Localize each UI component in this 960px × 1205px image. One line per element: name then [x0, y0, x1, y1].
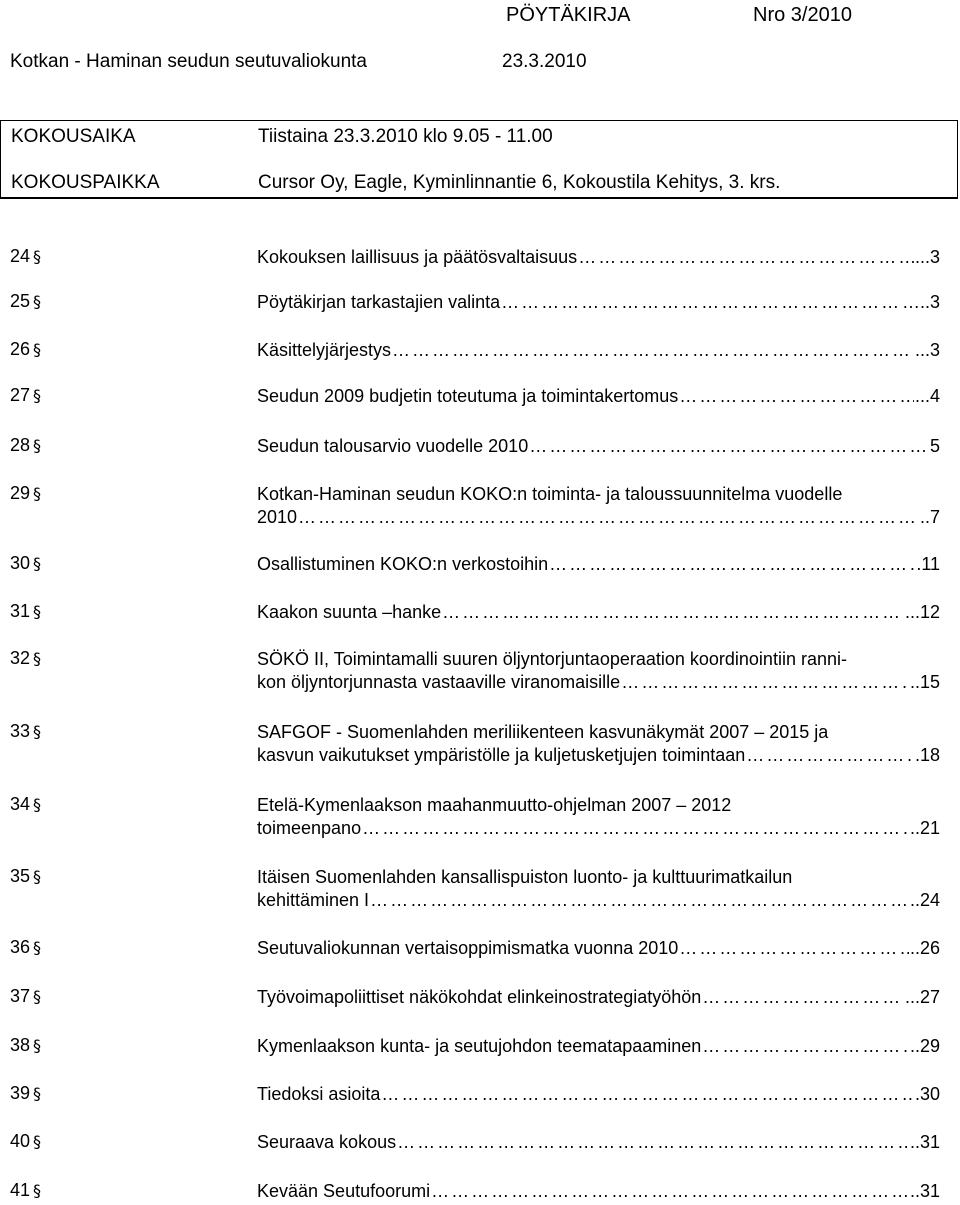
section-number: 33: [10, 721, 31, 741]
toc-title-text: Työvoimapoliittiset näkökohdat elinkeinostrategiatyöhön: [257, 987, 702, 1007]
toc-item-number: [10, 385, 41, 406]
toc-title-line: SAFGOF - Suomenlahden meriliikenteen kasvunäkymät 2007 – 2015 ja: [257, 722, 829, 742]
section-number: 37: [10, 986, 31, 1006]
page-number: ..31: [909, 1132, 940, 1152]
toc-item-title: [257, 339, 940, 362]
toc-leader-line: [257, 986, 940, 1009]
page-number: ..21: [909, 818, 940, 838]
section-number: 31: [10, 601, 31, 621]
toc-item-number: [10, 601, 41, 622]
toc-title-line: SÖKÖ II, Toimintamalli suuren öljyntorjuntaoperaation koordinointiin ranni-: [257, 649, 847, 669]
section-sign: §: [33, 602, 42, 621]
toc-title-text: kehittäminen I: [257, 890, 370, 910]
toc-item-title: [257, 721, 940, 767]
toc-leader-line: [257, 246, 940, 269]
page-number: ..24: [909, 890, 940, 910]
toc-leader-line: [257, 1083, 940, 1106]
page-number: ...3: [914, 247, 940, 267]
toc-item-title: [257, 435, 940, 458]
section-sign: §: [33, 554, 42, 573]
toc-title-text: Kaakon suunta –hanke: [257, 602, 442, 622]
toc-leader-line: [257, 553, 940, 576]
toc-item-title: [257, 1035, 940, 1058]
toc-item-number: [10, 1083, 41, 1104]
toc-title-text: Kokouksen laillisuus ja päätösvaltaisuus: [257, 247, 578, 267]
toc-item-number: [10, 721, 41, 742]
section-sign: §: [33, 436, 42, 455]
document-number: Nro 3/2010: [753, 4, 852, 26]
dot-leader: [392, 339, 914, 362]
toc-item-title: [257, 866, 940, 912]
toc-item-number: [10, 1131, 41, 1152]
section-number: 26: [10, 339, 31, 359]
dot-leader: [529, 435, 929, 458]
page-number: .18: [914, 745, 940, 765]
toc-title-text: toimeenpano: [257, 818, 362, 838]
section-sign: §: [33, 1132, 42, 1151]
section-number: 35: [10, 866, 31, 886]
section-sign: §: [33, 938, 42, 957]
section-number: 24: [10, 246, 31, 266]
toc-item-number: [10, 937, 41, 958]
toc-title-text: Kevään Seutufoorumi: [257, 1181, 431, 1201]
dot-leader: [501, 291, 901, 314]
toc-title-text: Seuraava kokous: [257, 1132, 397, 1152]
toc-leader-line: [257, 817, 940, 840]
toc-item-title: [257, 1131, 940, 1154]
toc-item-title: [257, 937, 940, 960]
toc-item-number: [10, 794, 41, 815]
toc-title-text: kasvun vaikutukset ympäristölle ja kuljetusketjujen toimintaan: [257, 745, 746, 765]
toc-title-text: Seutuvaliokunnan vertaisoppimismatka vuonna 2010: [257, 938, 679, 958]
meeting-place-value: Cursor Oy, Eagle, Kyminlinnantie 6, Kokoustila Kehitys, 3. krs.: [258, 172, 781, 193]
toc-leader-line: [257, 937, 940, 960]
page-number: ..7: [919, 507, 940, 527]
toc-title-text: Tiedoksi asioita: [257, 1084, 381, 1104]
page-number: 5: [929, 436, 940, 456]
section-number: 30: [10, 553, 31, 573]
toc-title-text: kon öljyntorjunnasta vastaaville viranomaisille: [257, 672, 621, 692]
page-number: .30: [914, 1084, 940, 1104]
section-sign: §: [33, 292, 42, 311]
section-number: 39: [10, 1083, 31, 1103]
page-number: .11: [916, 554, 940, 574]
section-number: 36: [10, 937, 31, 957]
toc-item-title: [257, 246, 940, 269]
dot-leader: [431, 1180, 909, 1203]
dot-leader: [679, 937, 909, 960]
toc-leader-line: [257, 1035, 940, 1058]
toc-item-title: [257, 601, 940, 624]
toc-item-title: [257, 1083, 940, 1106]
toc-item-number: [10, 866, 41, 887]
page-number: ..29: [909, 1036, 940, 1056]
section-sign: §: [33, 1036, 42, 1055]
toc-item-title: [257, 553, 940, 576]
section-sign: §: [33, 386, 42, 405]
toc-item-number: [10, 648, 41, 669]
toc-item-title: [257, 1180, 940, 1203]
section-sign: §: [33, 340, 42, 359]
section-sign: §: [33, 1181, 42, 1200]
dot-leader: [298, 506, 919, 529]
toc-item-number: [10, 435, 41, 456]
toc-title-text: Pöytäkirjan tarkastajien valinta: [257, 292, 501, 312]
toc-leader-line: [257, 435, 940, 458]
toc-leader-line: [257, 671, 940, 694]
dot-leader: [362, 817, 909, 840]
dot-leader: [702, 1035, 909, 1058]
toc-item-title: [257, 483, 940, 529]
section-number: 27: [10, 385, 31, 405]
toc-leader-line: [257, 889, 940, 912]
toc-leader-line: [257, 339, 940, 362]
dot-leader: [702, 986, 904, 1009]
document-type: PÖYTÄKIRJA: [506, 4, 631, 26]
page-number: …..3: [901, 292, 940, 312]
toc-item-number: [10, 291, 41, 312]
section-number: 29: [10, 483, 31, 503]
document-date: 23.3.2010: [502, 51, 587, 72]
toc-item-number: [10, 339, 41, 360]
dot-leader: [578, 246, 914, 269]
toc-item-number: [10, 986, 41, 1007]
meeting-time-label: KOKOUSAIKA: [11, 126, 136, 147]
toc-item-number: [10, 553, 41, 574]
toc-item-title: [257, 648, 940, 694]
toc-title-line: Itäisen Suomenlahden kansallispuiston luonto- ja kulttuurimatkailun: [257, 867, 793, 887]
section-sign: §: [33, 649, 42, 668]
section-number: 41: [10, 1180, 31, 1200]
toc-title-text: 2010: [257, 507, 298, 527]
toc-title-text: Osallistuminen KOKO:n verkostoihin: [257, 554, 549, 574]
toc-title-line: Kotkan-Haminan seudun KOKO:n toiminta- ja taloussuunnitelma vuodelle: [257, 484, 843, 504]
toc-title-text: Seudun 2009 budjetin toteutuma ja toimintakertomus: [257, 386, 679, 406]
dot-leader: [549, 553, 915, 576]
toc-title-line: Etelä-Kymenlaakson maahanmuutto-ohjelman 2007 – 2012: [257, 795, 732, 815]
section-sign: §: [33, 987, 42, 1006]
section-number: 32: [10, 648, 31, 668]
section-sign: §: [33, 247, 42, 266]
section-sign: §: [33, 1084, 42, 1103]
section-sign: §: [33, 795, 42, 814]
page-number: ..15: [909, 672, 940, 692]
toc-leader-line: [257, 506, 940, 529]
toc-title-text: Kymenlaakson kunta- ja seutujohdon teematapaaminen: [257, 1036, 702, 1056]
meeting-place-label: KOKOUSPAIKKA: [11, 172, 160, 193]
toc-leader-line: [257, 291, 940, 314]
toc-title-text: Käsittelyjärjestys: [257, 340, 392, 360]
toc-leader-line: [257, 385, 940, 408]
page-number: ...3: [914, 340, 940, 360]
page-number: ..26: [909, 938, 940, 958]
toc-item-title: [257, 291, 940, 314]
section-number: 25: [10, 291, 31, 311]
page-number: ..31: [909, 1181, 940, 1201]
toc-item-title: [257, 385, 940, 408]
dot-leader: [381, 1083, 914, 1106]
toc-leader-line: [257, 744, 940, 767]
section-number: 34: [10, 794, 31, 814]
section-number: 28: [10, 435, 31, 455]
dot-leader: [679, 385, 914, 408]
toc-item-title: [257, 986, 940, 1009]
toc-leader-line: [257, 1131, 940, 1154]
meeting-time-value: Tiistaina 23.3.2010 klo 9.05 - 11.00: [258, 126, 553, 147]
page-number: ...4: [914, 386, 940, 406]
dot-leader: [442, 601, 904, 624]
toc-item-number: [10, 1035, 41, 1056]
section-number: 38: [10, 1035, 31, 1055]
dot-leader: [397, 1131, 909, 1154]
toc-leader-line: [257, 1180, 940, 1203]
toc-leader-line: [257, 601, 940, 624]
toc-item-title: [257, 794, 940, 840]
toc-title-text: Seudun talousarvio vuodelle 2010: [257, 436, 529, 456]
dot-leader: [621, 671, 909, 694]
meeting-info-box: [0, 120, 958, 199]
dot-leader: [746, 744, 914, 767]
toc-item-number: [10, 483, 41, 504]
section-sign: §: [33, 722, 42, 741]
page-number: ...12: [904, 602, 940, 622]
section-number: 40: [10, 1131, 31, 1151]
section-sign: §: [33, 867, 42, 886]
toc-item-number: [10, 1180, 41, 1201]
page-number: ...27: [904, 987, 940, 1007]
section-sign: §: [33, 484, 42, 503]
organization-name: Kotkan - Haminan seudun seutuvaliokunta: [10, 51, 368, 72]
dot-leader: [370, 889, 909, 912]
toc-item-number: [10, 246, 41, 267]
